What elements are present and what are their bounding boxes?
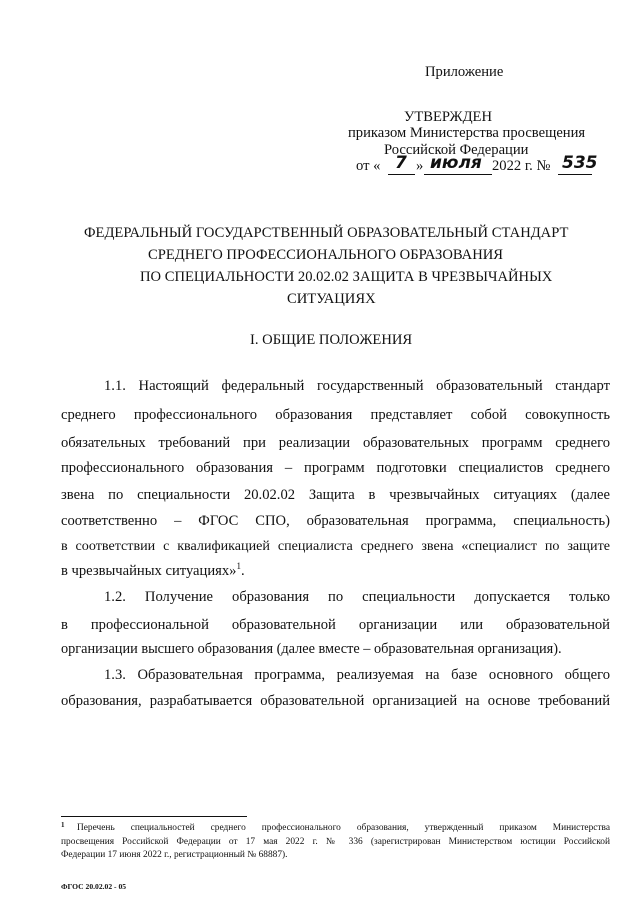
order-number-underline — [558, 174, 592, 175]
appendix-label: Приложение — [425, 64, 504, 80]
date-prefix: от « — [356, 158, 381, 174]
p1-line-7: в соответствии с квалификацией специалиста среднего звена «специалист по защите — [61, 538, 610, 554]
p3-line-2: образования, разрабатывается образовательной организацией на основе требований — [61, 693, 610, 709]
section-heading: I. ОБЩИЕ ПОЛОЖЕНИЯ — [250, 332, 413, 348]
footnote-marker: 1 — [61, 821, 65, 829]
date-year: 2022 г. № — [492, 158, 551, 174]
date-month-handwritten: июля — [430, 153, 482, 173]
date-day-handwritten: 7 — [395, 153, 407, 173]
date-month-underline — [424, 174, 492, 175]
order-line-2: Российской Федерации — [384, 142, 529, 158]
p2-line-1: 1.2. Получение образования по специальности допускается только — [104, 589, 610, 605]
date-day-underline — [388, 174, 415, 175]
order-number-handwritten: 535 — [562, 153, 598, 173]
p1-line-3: обязательных требований при реализации образовательных программ среднего — [61, 435, 610, 451]
footnote-line-2: просвещения Российской Федерации от 17 мая 2022 г. № 336 (зарегистрирован Министерством юстиции Российской — [61, 837, 610, 847]
title-line-4: СИТУАЦИЯХ — [287, 291, 376, 307]
title-line-2: СРЕДНЕГО ПРОФЕССИОНАЛЬНОГО ОБРАЗОВАНИЯ — [148, 247, 504, 263]
p1-line-5: звена по специальности 20.02.02 Защита в чрезвычайных ситуациях (далее — [61, 487, 610, 503]
p1-line-1: 1.1. Настоящий федеральный государственный образовательный стандарт — [104, 378, 610, 394]
approved-label: УТВЕРЖДЕН — [404, 109, 492, 125]
p2-line-3: организации высшего образования (далее вместе – образовательная организация). — [61, 641, 562, 657]
p1-line-8 — [61, 561, 610, 579]
title-line-1: ФЕДЕРАЛЬНЫЙ ГОСУДАРСТВЕННЫЙ ОБРАЗОВАТЕЛЬНЫЙ СТАНДАРТ — [84, 225, 569, 241]
footnote-line-1-text: Перечень специальностей среднего профессионального образования, утвержденный приказом Министерства — [77, 823, 610, 833]
p1-line-8-end: . — [240, 563, 245, 579]
p2-line-2: в профессиональной образовательной организации или образовательной — [61, 617, 610, 633]
p3-line-1: 1.3. Образовательная программа, реализуемая на базе основного общего — [104, 667, 610, 683]
order-line-1: приказом Министерства просвещения — [348, 125, 586, 141]
footnote-line-3: Федерации 17 июня 2022 г., регистрационный № 68887). — [61, 850, 288, 860]
p1-line-6: соответственно – ФГОС СПО, образовательная программа, специальность) — [61, 513, 610, 529]
p1-line-8-text: в чрезвычайных ситуациях» — [61, 563, 237, 579]
footnote-separator — [61, 816, 247, 817]
page-code: ФГОС 20.02.02 - 05 — [61, 882, 127, 891]
footnote-ref-1: 1 — [236, 561, 241, 572]
p1-line-4: профессионального образования – программ подготовки специалистов среднего — [61, 460, 610, 476]
p1-line-2: среднего профессионального образования представляет собой совокупность — [61, 407, 610, 423]
title-line-3: ПО СПЕЦИАЛЬНОСТИ 20.02.02 ЗАЩИТА В ЧРЕЗВЫЧАЙНЫХ — [140, 269, 553, 285]
date-close-quote: » — [416, 158, 424, 174]
